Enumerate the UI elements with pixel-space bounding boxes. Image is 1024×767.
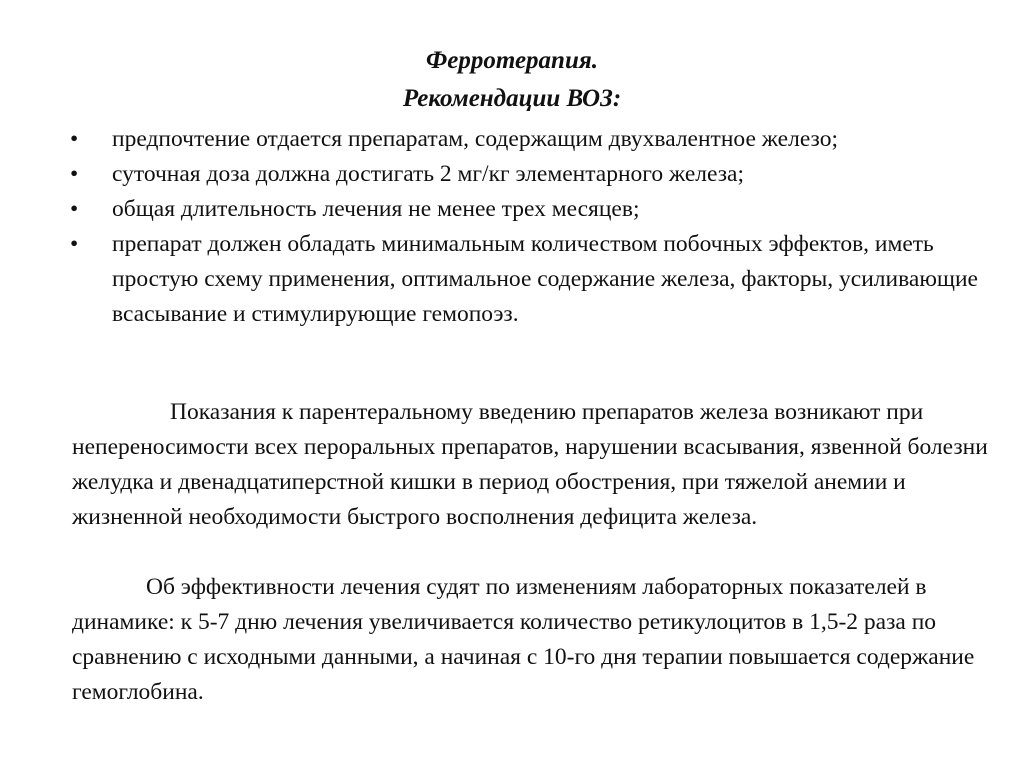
list-item [0,192,1024,227]
bullet-icon: • [70,126,79,152]
efficacy-paragraph: Об эффективности лечения судят по изменениям лабораторных показателей в динамике: к 5-7 дню лечения увеличивается количество ретикулоцитов в 1,5-2 раза по сравнению с исходными данными, а начиная с 10-го дня терапии повышается содержание гемоглобина. [72,574,975,705]
list-item-text: суточная доза должна достигать 2 мг/кг элементарного железа; [112,161,744,187]
list-item [0,157,1024,192]
list-item-text: препарат должен обладать минимальным количеством побочных эффектов, иметь простую схему применения, оптимальное содержание железа, факторы, усиливающие всасывание и стимулирующие гемопоэз. [112,231,978,327]
list-item [0,227,1024,332]
slide-subtitle: Рекомендации ВОЗ: [402,85,622,112]
recommendations-list [0,122,1024,332]
slide-title: Ферротерапия. [426,47,598,74]
bullet-icon: • [70,231,79,257]
bullet-icon: • [70,161,79,187]
list-item-text: общая длительность лечения не менее трех месяцев; [112,196,640,222]
parenteral-indications-paragraph: Показания к парентеральному введению препаратов железа возникают при непереносимости всех пероральных препаратов, нарушении всасывания, язвенной болезни желудка и двенадцатиперстной кишки в период обострения, при тяжелой анемии и жизненной необходимости быстрого восполнения дефицита железа. [72,399,988,530]
bullet-icon: • [70,196,79,222]
list-item-text: предпочтение отдается препаратам, содержащим двухвалентное железо; [112,126,838,152]
list-item [0,122,1024,157]
